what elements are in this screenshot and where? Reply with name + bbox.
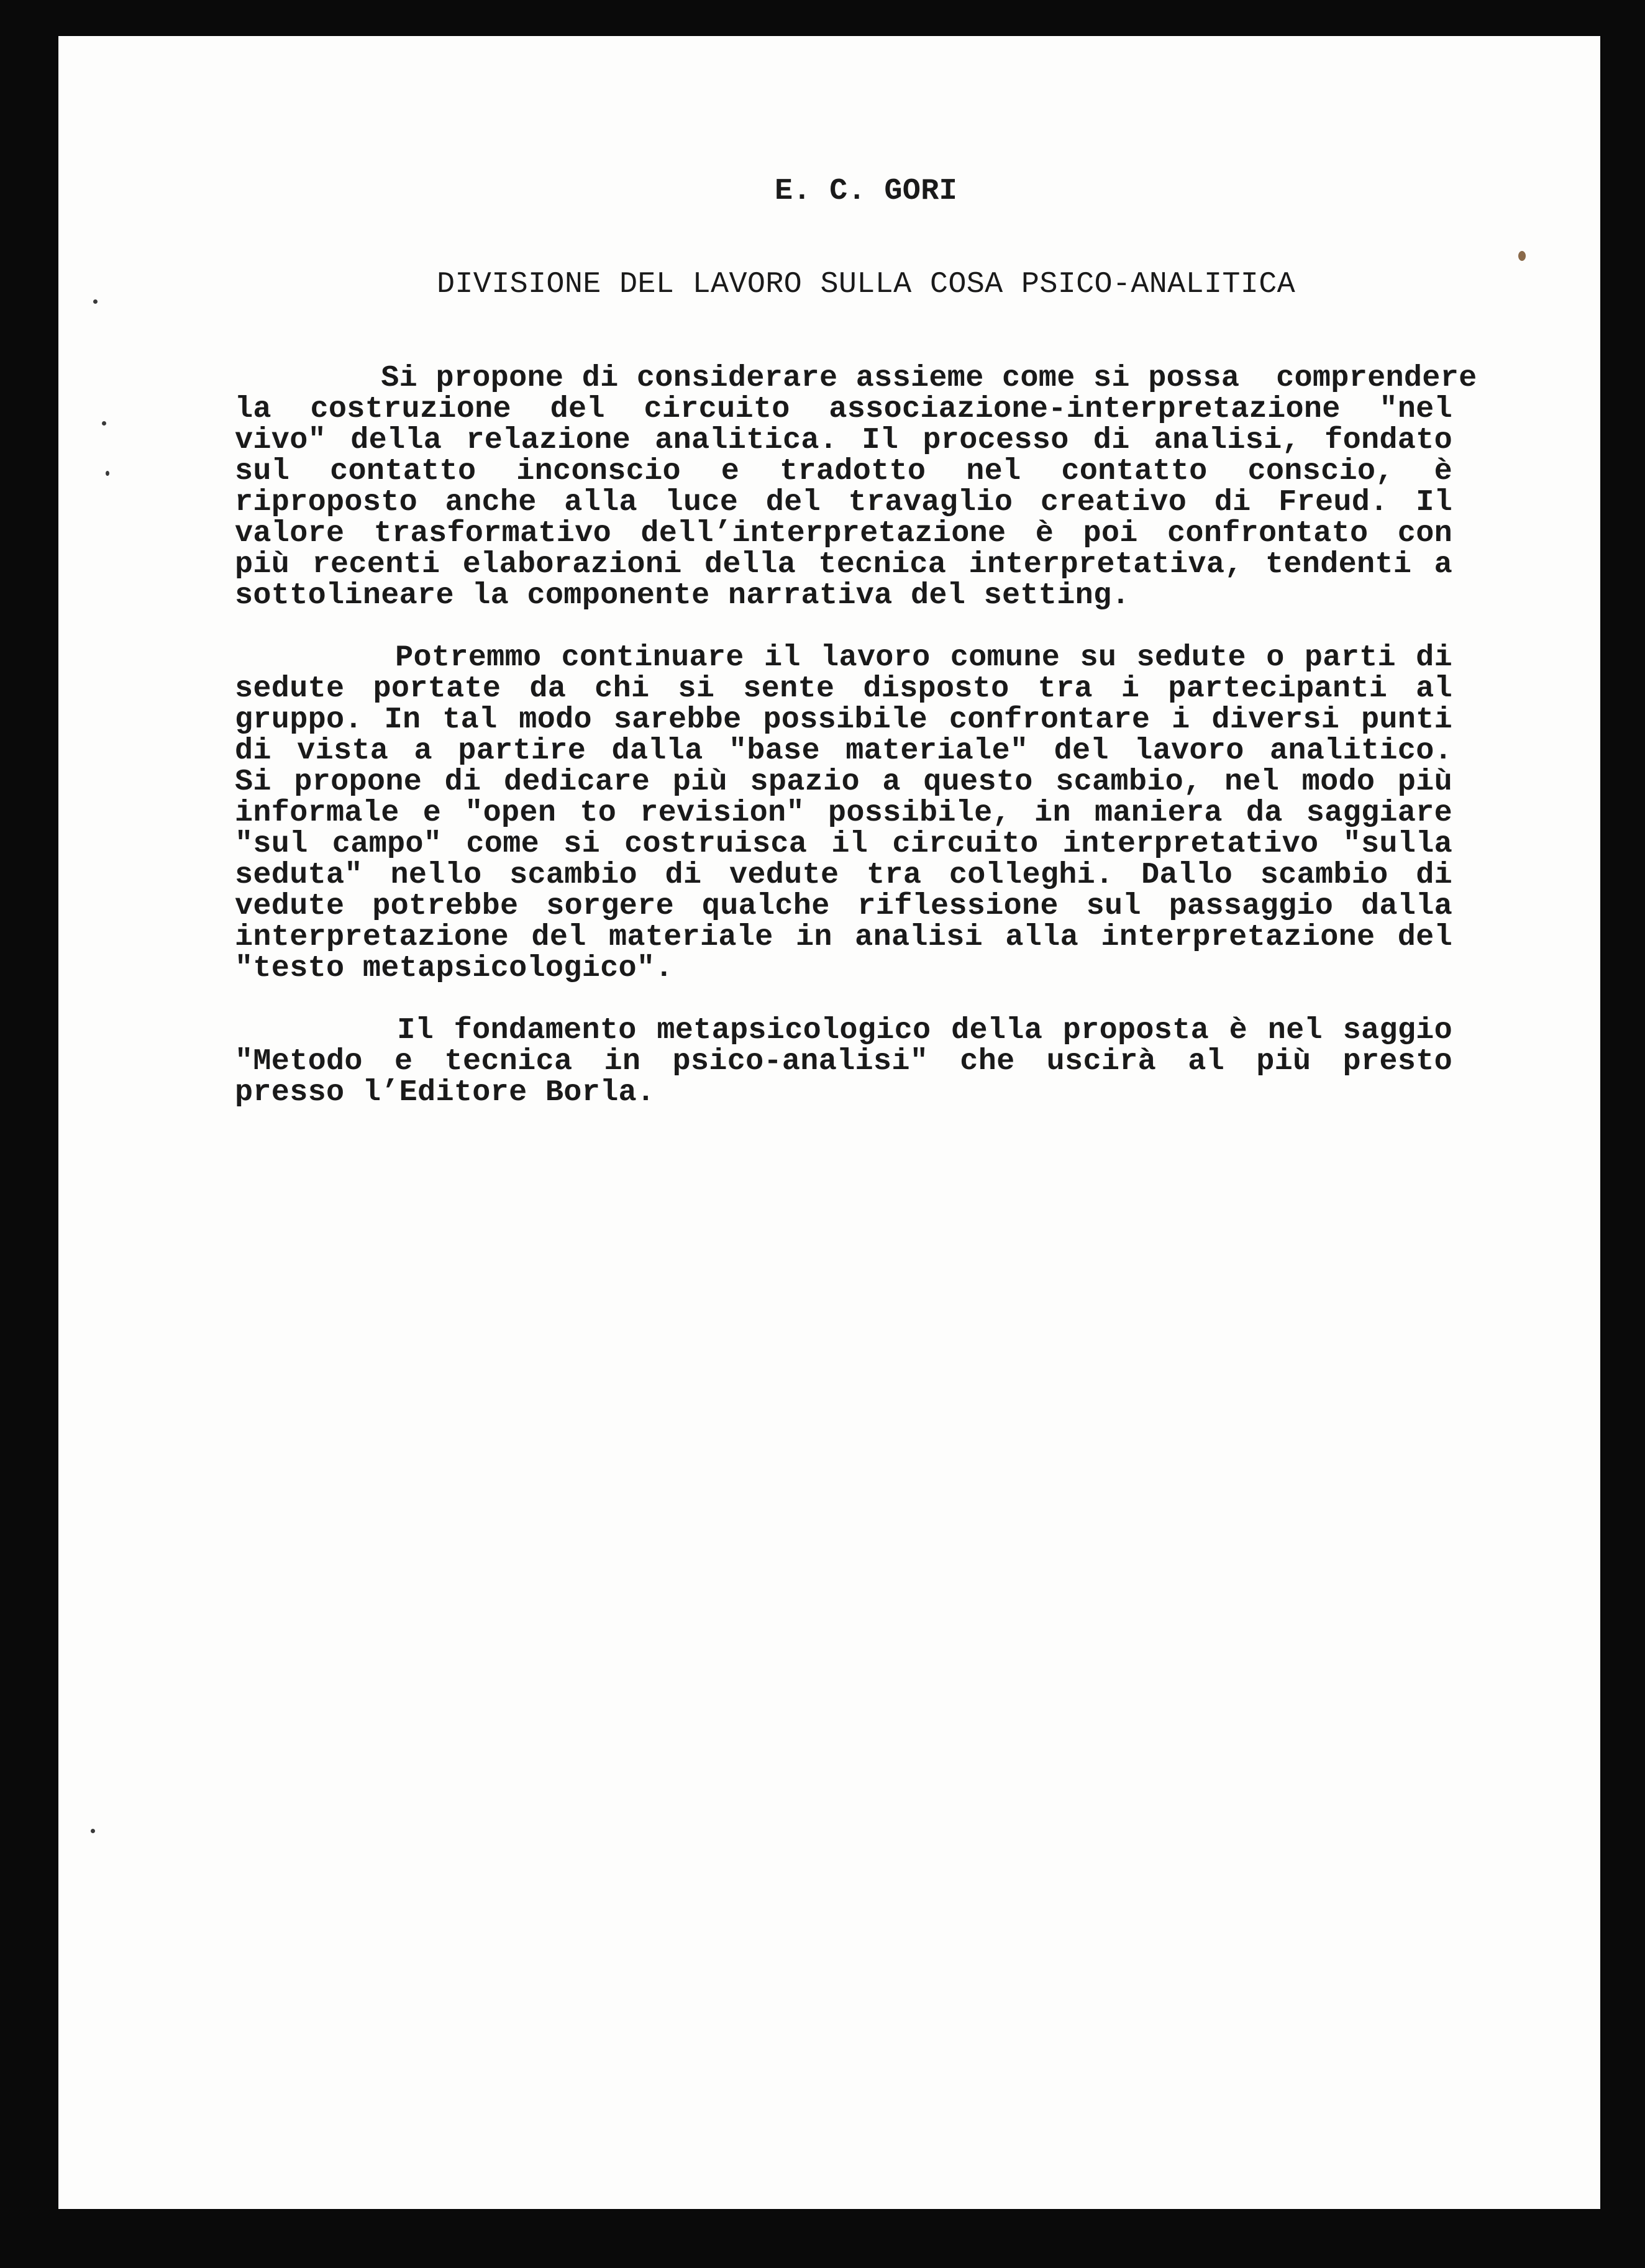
text-line: Il fondamento metapsicologico della proposta è nel saggio	[235, 1013, 1452, 1047]
scan-speck	[93, 299, 98, 304]
paragraph	[235, 1015, 1452, 1108]
paragraph	[235, 361, 1477, 613]
scan-speck	[102, 421, 106, 426]
text-line: interpretazione del materiale in analisi alla interpretazione del	[235, 920, 1452, 954]
text-line: riproposto anche alla luce del travaglio creativo di Freud. Il	[235, 485, 1452, 519]
text-line: vedute potrebbe sorgere qualche riflessione sul passaggio dalla	[235, 889, 1452, 923]
text-line: "sul campo" come si costruisca il circuito interpretativo "sulla	[235, 827, 1452, 861]
text-line: presso l’Editore Borla.	[235, 1075, 655, 1109]
text-line: vivo" della relazione analitica. Il processo di analisi, fondato	[235, 423, 1452, 457]
text-line: la costruzione del circuito associazione-interpretazione "nel	[235, 392, 1452, 426]
document-page	[58, 36, 1600, 2209]
text-line: più recenti elaborazioni della tecnica interpretativa, tendenti a	[235, 547, 1452, 581]
text-line: sul contatto inconscio e tradotto nel contatto conscio, è	[235, 454, 1452, 488]
text-line: "testo metapsicologico".	[235, 951, 673, 985]
paragraph	[235, 642, 1452, 984]
document-title: DIVISIONE DEL LAVORO SULLA COSA PSICO-ANALITICA	[436, 267, 1296, 301]
text-line: Si propone di dedicare più spazio a questo scambio, nel modo più	[235, 765, 1452, 799]
body-text	[235, 361, 1477, 1139]
text-line: "Metodo e tecnica in psico-analisi" che uscirà al più presto	[235, 1044, 1452, 1078]
author-heading: E. C. GORI	[774, 174, 958, 208]
text-line: di vista a partire dalla "base materiale" del lavoro analitico.	[235, 734, 1452, 768]
text-line: Si propone di considerare assieme come si possa comprendere	[235, 361, 1477, 395]
scan-speck	[91, 1829, 95, 1833]
text-line: gruppo. In tal modo sarebbe possibile confrontare i diversi punti	[235, 703, 1452, 737]
text-line: seduta" nello scambio di vedute tra colleghi. Dallo scambio di	[235, 858, 1452, 892]
text-line: valore trasformativo dell’interpretazione è poi confrontato con	[235, 516, 1452, 550]
text-line: Potremmo continuare il lavoro comune su sedute o parti di	[235, 640, 1452, 675]
scan-speck	[106, 471, 109, 476]
text-line: sedute portate da chi si sente disposto tra i partecipanti al	[235, 672, 1452, 706]
scan-speck	[1518, 251, 1526, 261]
text-line: informale e "open to revision" possibile, in maniera da saggiare	[235, 796, 1452, 830]
text-line: sottolineare la componente narrativa del setting.	[235, 578, 1130, 613]
